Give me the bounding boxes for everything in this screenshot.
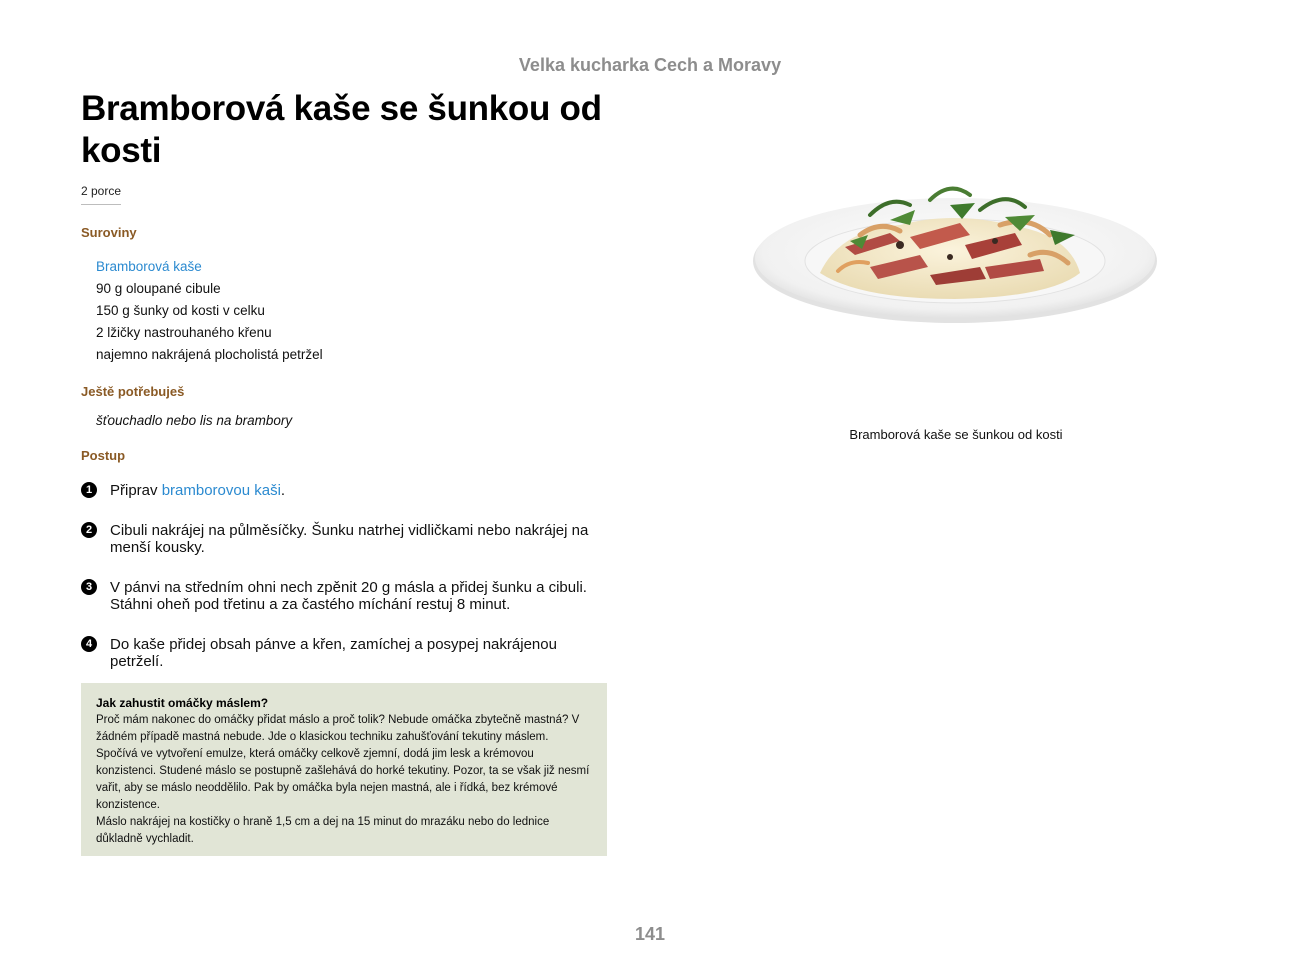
tools-heading: Ještě potřebuješ [81, 384, 185, 399]
step-text: Připrav [110, 482, 162, 499]
step-item [81, 636, 607, 670]
step-number-icon: 2 [81, 522, 97, 538]
step-item [81, 579, 607, 613]
ingredient-item: 150 g šunky od kosti v celku [96, 303, 265, 318]
recipe-column [81, 88, 607, 670]
page-number: 141 [634, 924, 666, 944]
step-number-icon: 3 [81, 579, 97, 595]
recipe-title: Bramborová kaše se šunkou od kosti [81, 89, 602, 170]
step-link-mashed-potatoes[interactable]: bramborovou kaši [161, 482, 281, 499]
steps-list [81, 482, 607, 670]
dish-photo [750, 175, 1160, 330]
step-number-icon: 1 [81, 482, 97, 498]
ingredients-heading: Suroviny [81, 225, 137, 240]
steps-heading: Postup [81, 448, 126, 463]
tools-text: šťouchadlo nebo lis na brambory [96, 413, 293, 428]
servings: 2 porce [81, 184, 121, 205]
ingredient-item: 90 g oloupané cibule [96, 281, 221, 296]
step-text: V pánvi na středním ohni nech zpěnit 20 g másla a přidej šunku a cibuli. Stáhni oheň pod třetinu a za častého míchání restuj 8 minut. [110, 579, 587, 613]
step-text: Cibuli nakrájej na půlměsíčky. Šunku natrhej vidličkami nebo nakrájej na menší kousky. [110, 522, 589, 556]
tip-title: Jak zahustit omáčky máslem? [96, 696, 269, 710]
book-title: Velka kucharka Cech a Moravy [518, 55, 782, 75]
tip-text: Proč mám nakonec do omáčky přidat máslo a proč tolik? Nebude omáčka zbytečně mastná? V žádném případě mastná nebude. Jde o klasickou techniku zahušťování tekutiny máslem. Spočívá ve vytvoření emulze, která omáčky celkově zjemní, dodá jim lesk a krémovou konzistenci. Studené máslo se postupně zašlehává do horké tekutiny. Pozor, ta se však již nesmí vařit, aby se máslo neoddělilo. Pak by omáčka byla nejen mastná, ale i řídká, bez krémové konzistence. Máslo nakrájej na kostičky o hraně 1,5 cm a dej na 15 minut do mrazáku nebo do lednice důkladně vychladit. [96, 714, 590, 845]
ingredient-item: najemno nakrájená plocholistá petržel [96, 347, 323, 362]
ingredient-item: 2 lžičky nastrouhaného křenu [96, 325, 272, 340]
ingredient-link-mashed-potatoes[interactable]: Bramborová kaše [96, 259, 202, 274]
step-text: . [280, 482, 286, 499]
step-item [81, 522, 607, 556]
step-item [81, 482, 607, 499]
tip-box [81, 683, 607, 856]
ingredients-list [96, 256, 607, 366]
photo-caption: Bramborová kaše se šunkou od kosti [849, 427, 1063, 442]
step-text: Do kaše přidej obsah pánve a křen, zamíchej a posypej nakrájenou petrželí. [110, 636, 557, 670]
step-number-icon: 4 [81, 636, 97, 652]
